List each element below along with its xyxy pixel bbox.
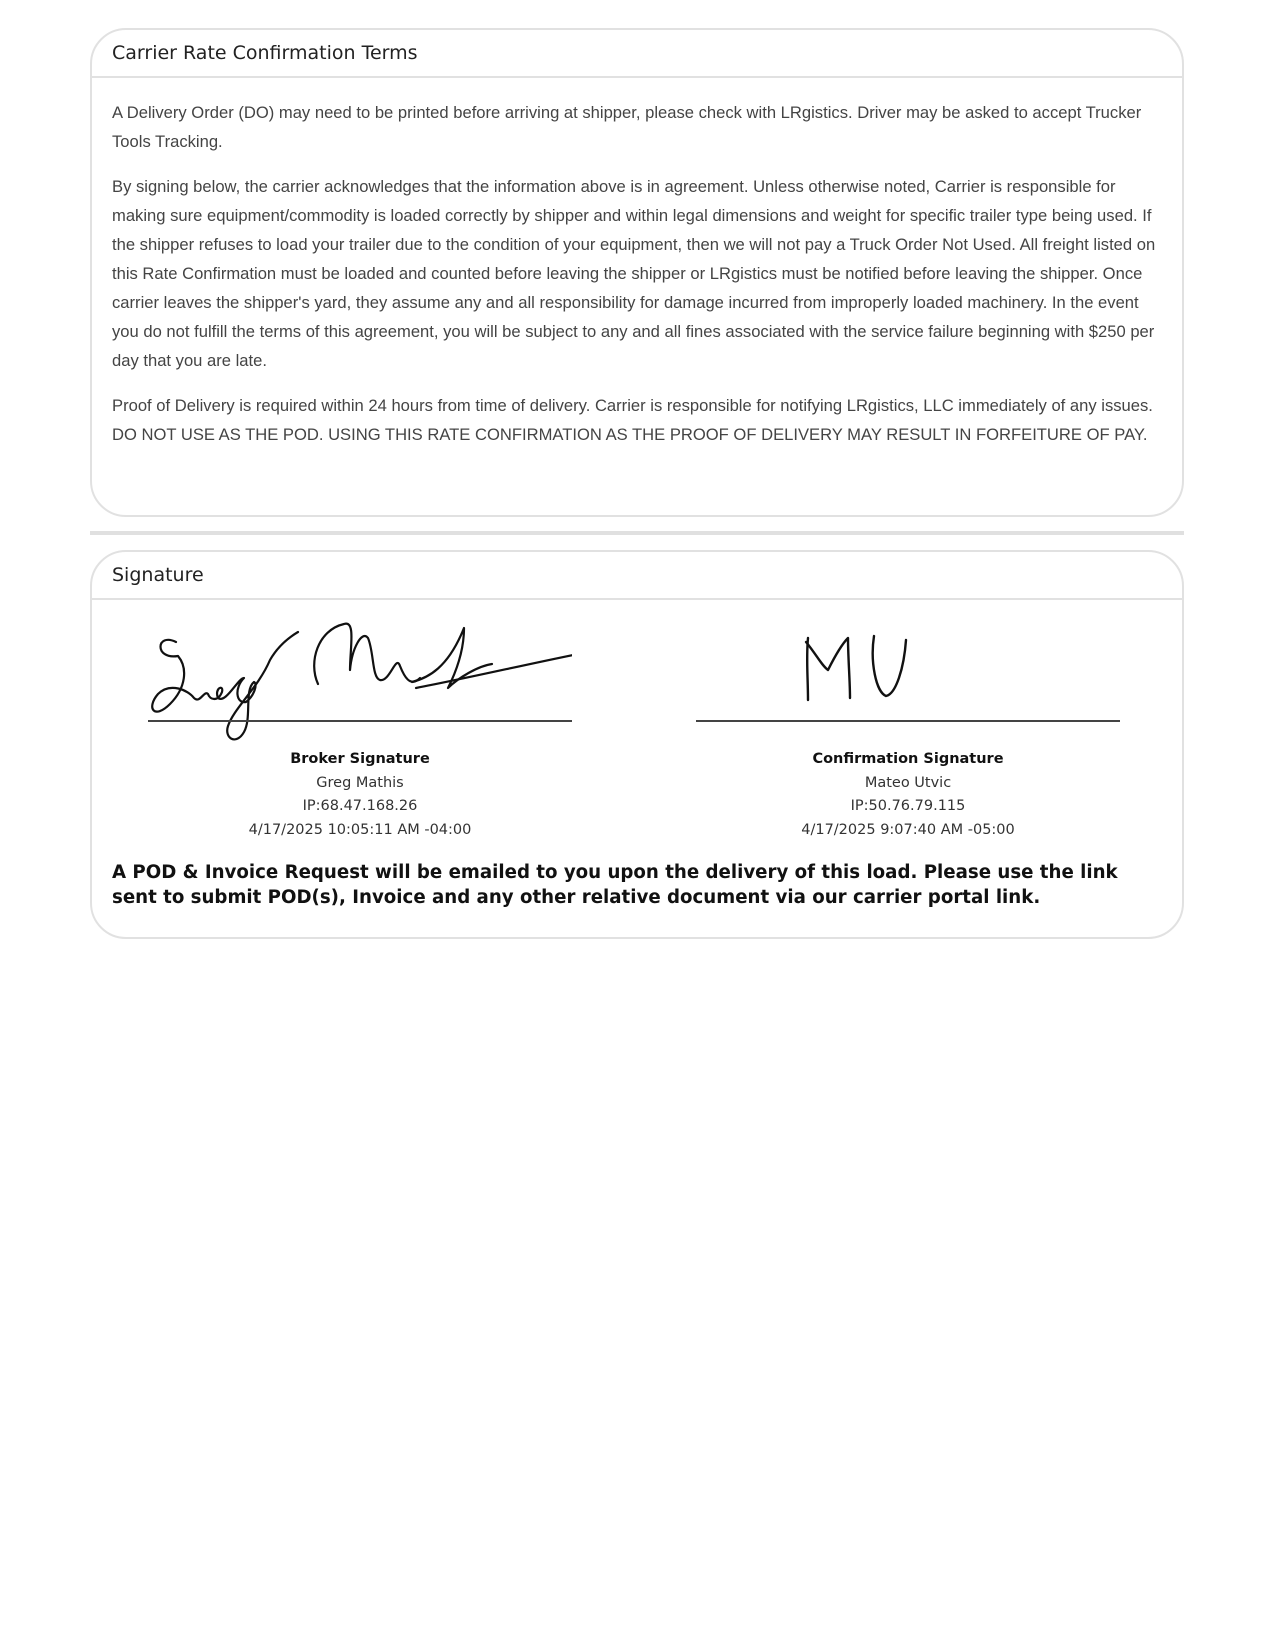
broker-signature-block xyxy=(148,608,572,858)
section-divider xyxy=(90,531,1184,535)
confirmation-signature-line xyxy=(696,720,1120,722)
broker-name: Greg Mathis xyxy=(316,774,404,791)
terms-paragraph: Proof of Delivery is required within 24 hours from time of delivery. Carrier is responsible for notifying LRgistics, LLC immediately of any issues. DO NOT USE AS THE POD. USING THIS RATE CONFIRMATION AS THE PROOF OF DELIVERY MAY RESULT IN FORFEITURE OF PAY. xyxy=(112,396,1153,444)
confirmation-signature-block xyxy=(696,608,1120,858)
confirmation-signature-image xyxy=(696,608,1120,748)
broker-signature-info xyxy=(148,748,572,842)
broker-ip: IP:68.47.168.26 xyxy=(302,798,418,814)
terms-body xyxy=(92,78,1182,449)
confirmation-ip: IP:50.76.79.115 xyxy=(850,798,966,814)
broker-signature-line xyxy=(148,720,572,722)
terms-paragraph: A Delivery Order (DO) may need to be printed before arriving at shipper, please check with LRgistics. Driver may be asked to accept Trucker Tools Tracking. xyxy=(112,103,1142,151)
terms-card xyxy=(90,28,1184,517)
confirmation-signature-info xyxy=(696,748,1120,842)
signature-title: Signature xyxy=(92,552,1182,600)
confirmation-signature-label: Confirmation Signature xyxy=(812,751,1004,767)
confirmation-name: Mateo Utvic xyxy=(864,774,952,791)
broker-timestamp: 4/17/2025 10:05:11 AM -04:00 xyxy=(248,821,472,838)
confirmation-timestamp: 4/17/2025 9:07:40 AM -05:00 xyxy=(801,821,1015,838)
terms-paragraph: By signing below, the carrier acknowledges that the information above is in agreement. Unless otherwise noted, Carrier is responsible for making sure equipment/commodity is loaded correctly by shipper and within legal dimensions and weight for specific trailer type being used. If the shipper refuses to load your trailer due to the condition of your equipment, then we will not pay a Truck Order Not Used. All freight listed on this Rate Confirmation must be loaded and counted before leaving the shipper or LRgistics must be notified before leaving the shipper. Once carrier leaves the shipper's yard, they assume any and all responsibility for damage incurred from improperly loaded machinery. In the event you do not fulfill the terms of this agreement, you will be subject to any and all fines associated with the service failure beginning with $250 per day that you are late. xyxy=(112,177,1156,370)
pod-invoice-note: A POD & Invoice Request will be emailed to you upon the delivery of this load. Please use the link sent to submit POD(s), Invoice and any other relative document via our carrier portal link. xyxy=(112,862,1118,908)
broker-signature-image xyxy=(148,608,572,748)
signature-card xyxy=(90,550,1184,939)
terms-title: Carrier Rate Confirmation Terms xyxy=(92,30,1182,78)
broker-signature-label: Broker Signature xyxy=(290,751,430,767)
